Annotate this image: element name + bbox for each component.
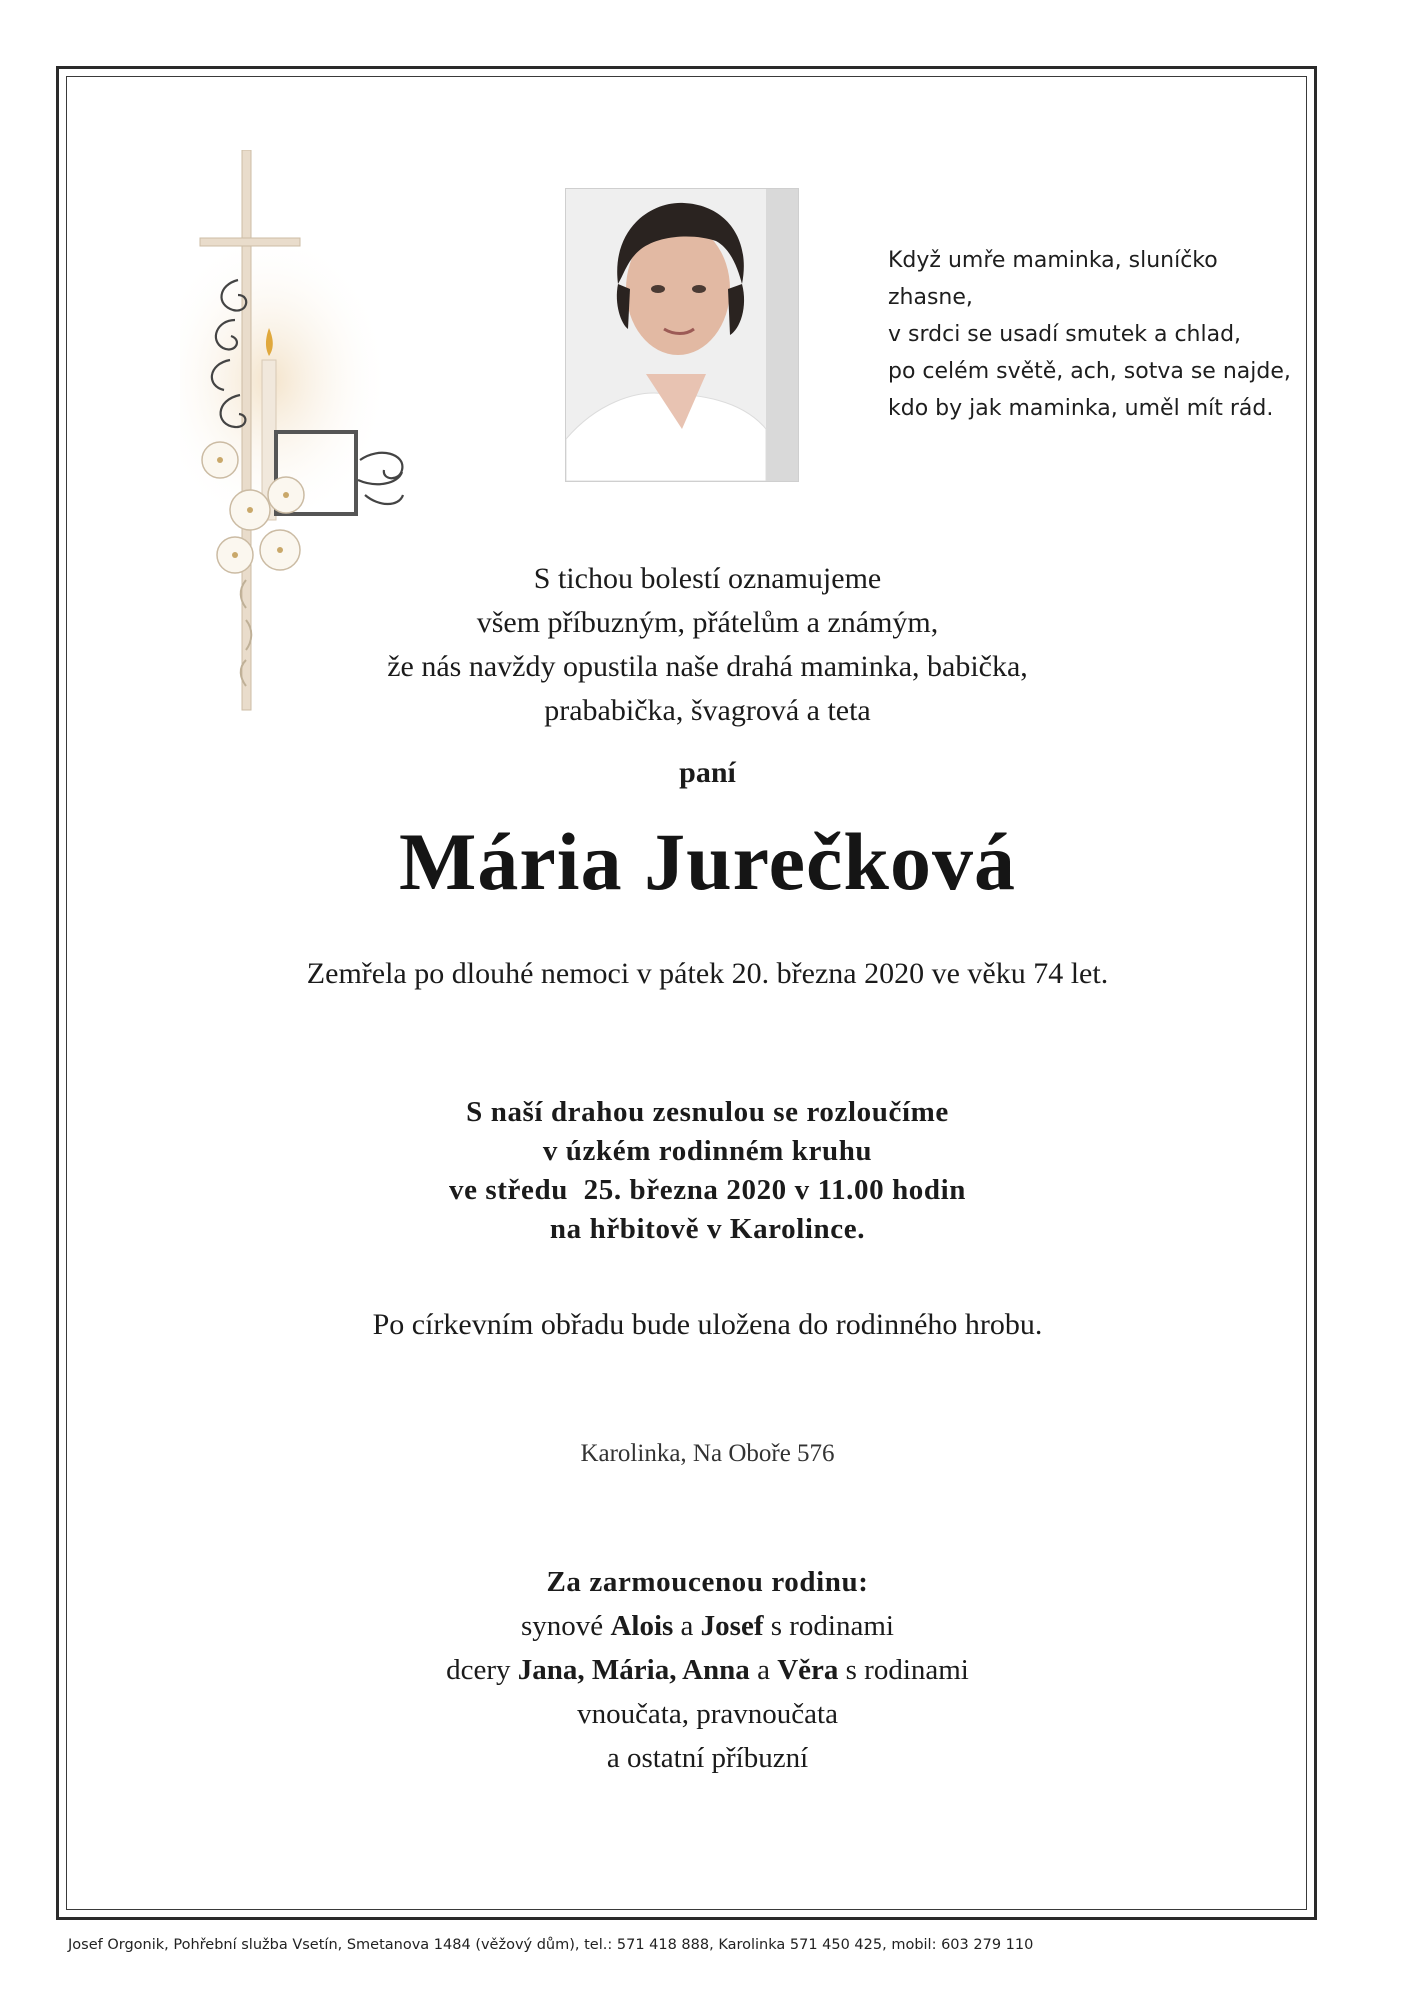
poem-line: kdo by jak maminka, uměl mít rád. [888, 396, 1274, 421]
daughter-name: Věra [777, 1654, 839, 1686]
announcement-line: že nás navždy opustila naše drahá maminka, babička, [387, 650, 1028, 683]
daughter-names: Jana, Mária, Anna [517, 1654, 750, 1686]
rite-text: Po církevním obřadu bude uložena do rodinného hrobu. [372, 1308, 1043, 1341]
family-grandchildren: vnoučata, pravnoučata [577, 1698, 838, 1730]
family-sons [0, 1604, 1415, 1648]
poem [888, 242, 1308, 427]
funeral-line: v úzkém rodinném kruhu [542, 1135, 873, 1167]
funeral-line: na hřbitově v Karolince. [549, 1213, 866, 1245]
footer-contact: Josef Orgonik, Pohřební služba Vsetín, Smetanova 1484 (věžový dům), tel.: 571 418 888, Karolinka 571 450 425, mobil: 603 279 110 [68, 1937, 1034, 1953]
deceased-name: Mária Jurečková [399, 816, 1016, 907]
address: Karolinka, Na Oboře 576 [580, 1440, 835, 1467]
son-name: Alois [610, 1610, 674, 1642]
announcement-line: prababička, švagrová a teta [544, 694, 871, 727]
funeral-line: S naší drahou zesnulou se rozloučíme [466, 1096, 949, 1128]
death-notice: Zemřela po dlouhé nemoci v pátek 20. března 2020 ve věku 74 let. [306, 957, 1109, 990]
sons-prefix: synové [521, 1610, 611, 1642]
poem-line: po celém světě, ach, sotva se najde, [888, 359, 1291, 384]
funeral-details [0, 1093, 1415, 1249]
poem-line: zhasne, [888, 285, 973, 310]
sons-conjunction: a [673, 1610, 701, 1642]
poem-line: Když umře maminka, sluníčko [888, 248, 1218, 273]
announcement-line: S tichou bolestí oznamujeme [533, 562, 882, 595]
daughters-conjunction: a [749, 1654, 778, 1686]
announcement-line: všem příbuzným, přátelům a známým, [476, 606, 939, 639]
family-signature [0, 1560, 1415, 1780]
portrait-photo [565, 188, 799, 482]
poem-line: v srdci se usadí smutek a chlad, [888, 322, 1242, 347]
family-lead: Za zarmoucenou rodinu: [546, 1566, 869, 1598]
funeral-line: ve středu 25. března 2020 v 11.00 hodin [448, 1174, 967, 1206]
son-name: Josef [700, 1610, 764, 1642]
announcement [0, 557, 1415, 733]
daughters-suffix: s rodinami [838, 1654, 969, 1686]
family-daughters [0, 1648, 1415, 1692]
portrait-image-icon [566, 189, 798, 481]
sons-suffix: s rodinami [763, 1610, 894, 1642]
family-others: a ostatní příbuzní [606, 1742, 809, 1774]
title-word: paní [679, 756, 736, 789]
daughters-prefix: dcery [446, 1654, 518, 1686]
